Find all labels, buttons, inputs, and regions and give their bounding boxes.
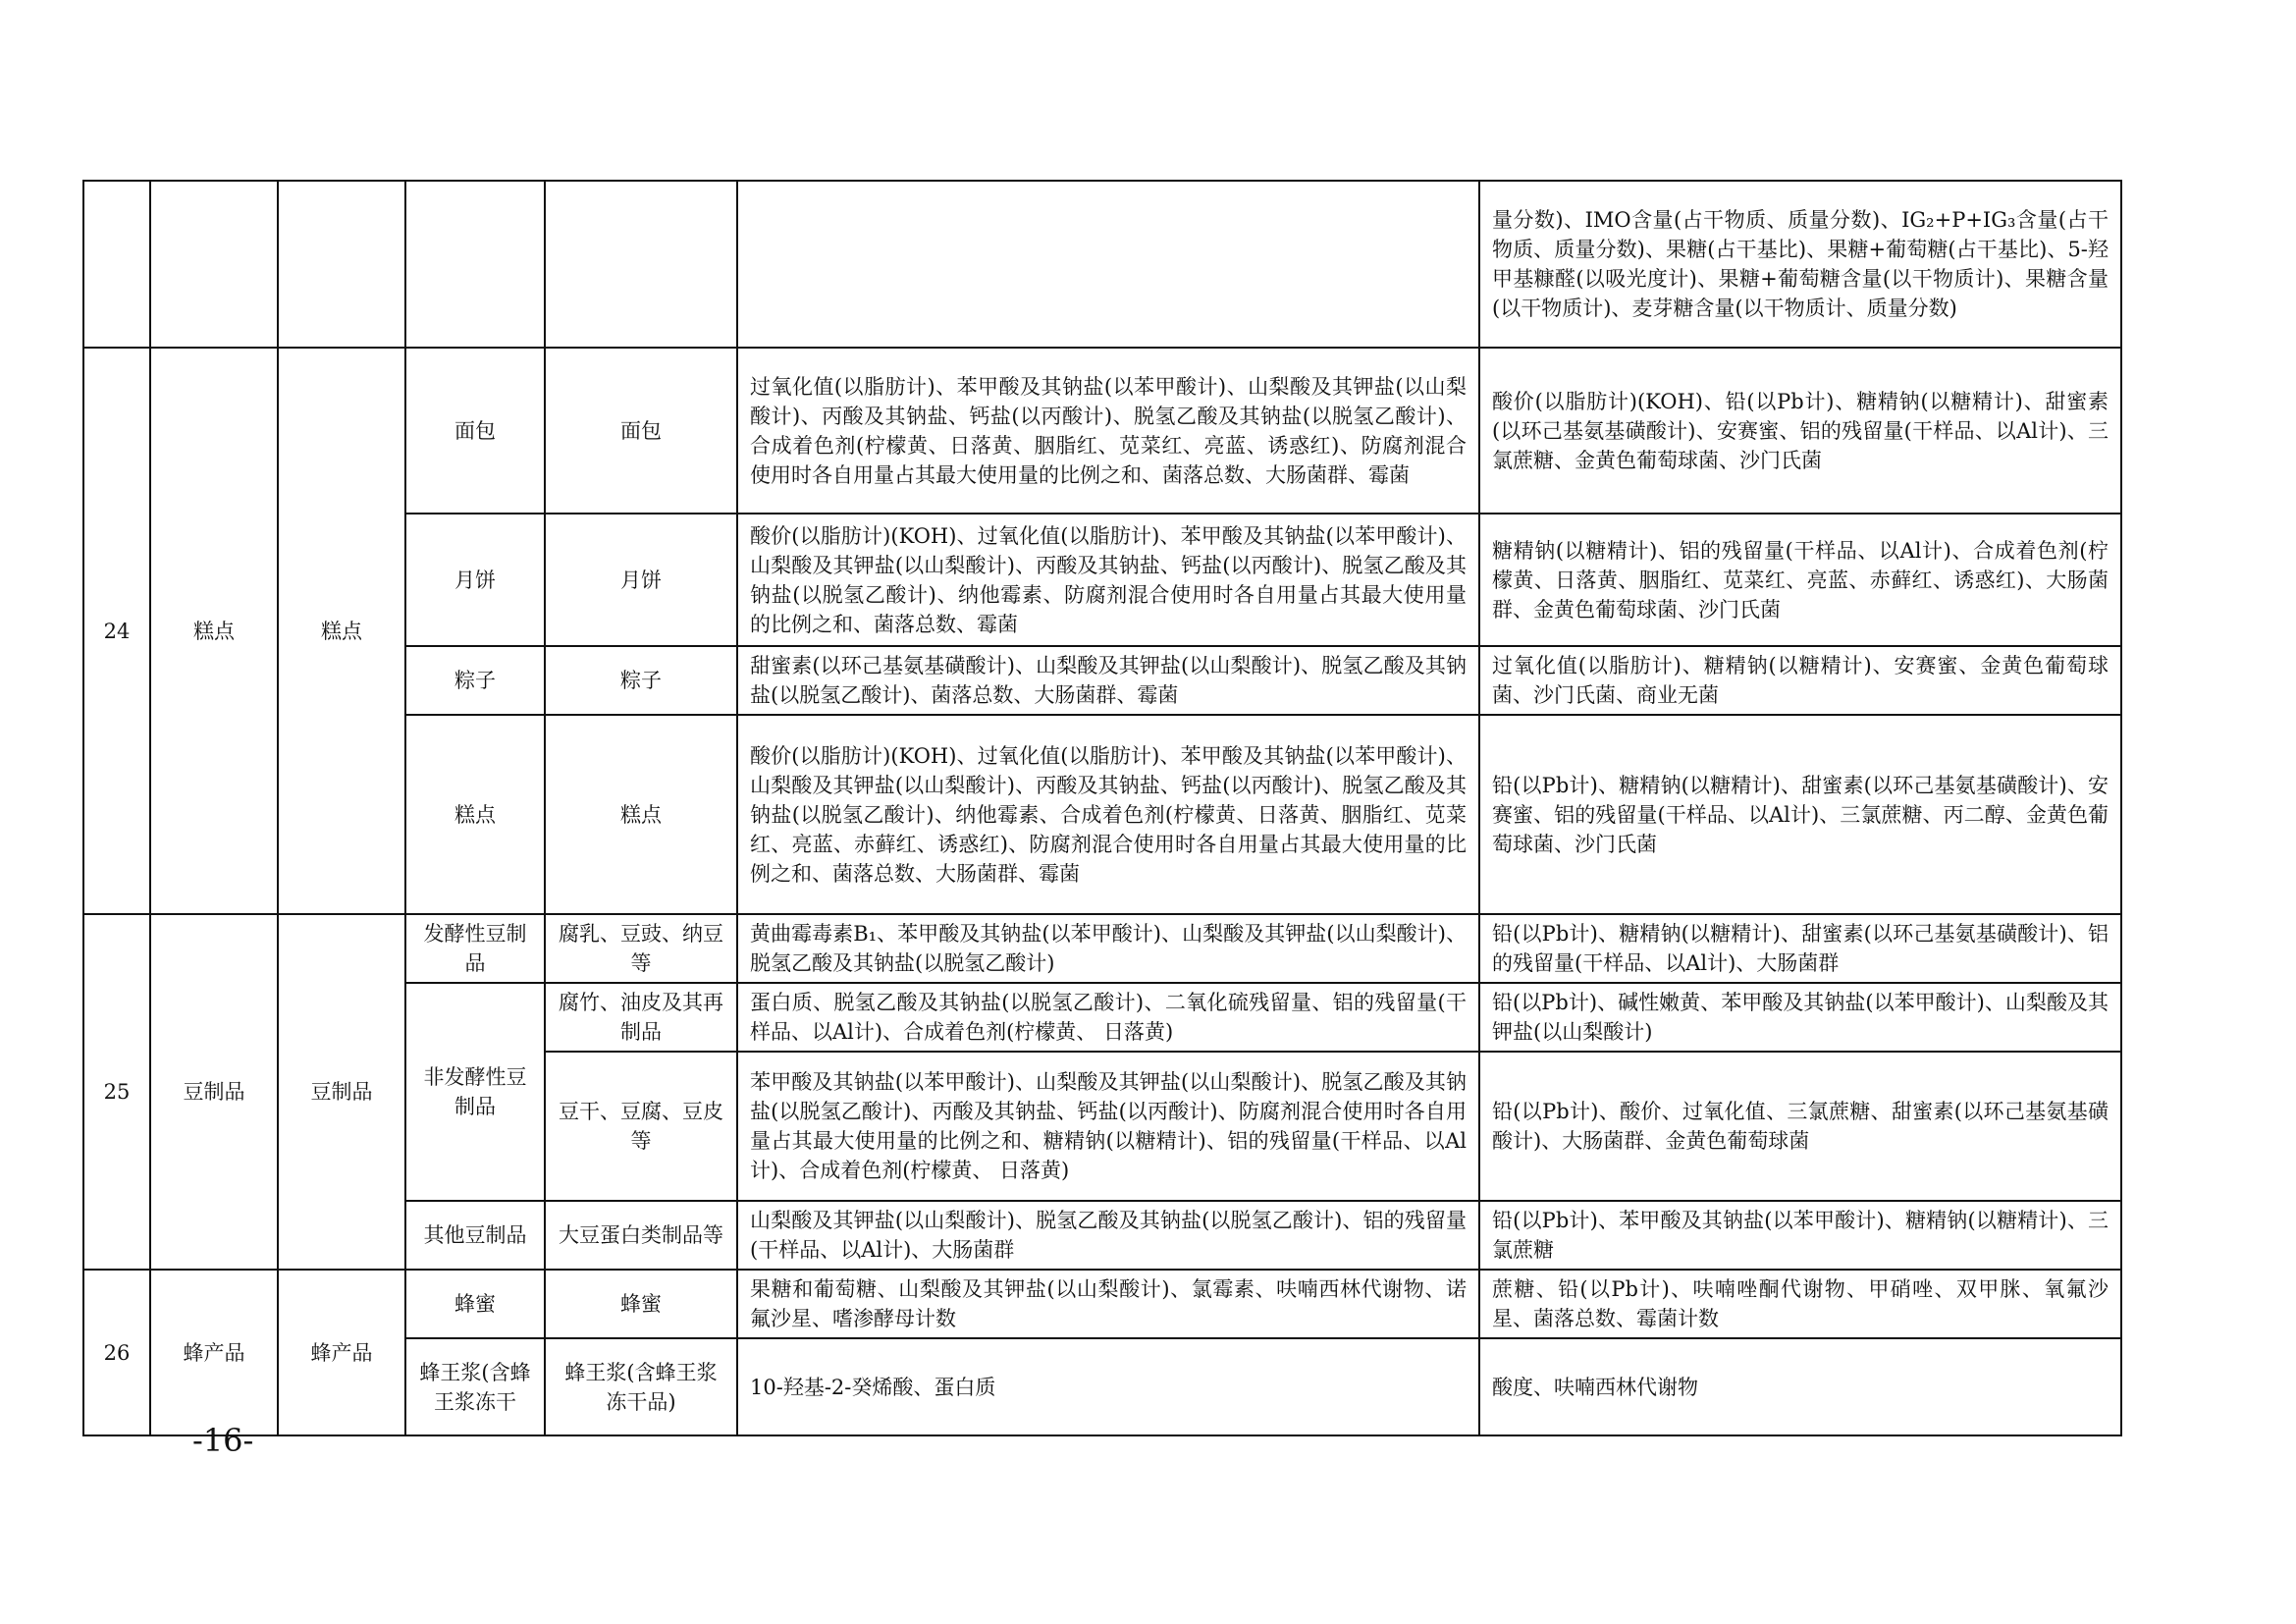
test-items-b: 量分数)、IMO含量(占干物质、质量分数)、IG₂+P+IG₃含量(占干物质、质量分数)、果糖(占干基比)、果糖+葡萄糖(占干基比)、5-羟甲基糠醛(以吸光度计)、果糖+葡萄糖含量(以干物质计)、果糖含量(以干物质计)、麦芽糖含量(以干物质计、质量分数) [1479, 181, 2121, 348]
food-inspection-table [82, 180, 2122, 1436]
category-level-1: 豆制品 [150, 914, 278, 1270]
test-items-a: 甜蜜素(以环己基氨基磺酸计)、山梨酸及其钾盐(以山梨酸计)、脱氢乙酸及其钠盐(以脱氢乙酸计)、菌落总数、大肠菌群、霉菌 [737, 646, 1479, 715]
page-number: -16- [192, 1422, 254, 1459]
table-cell [737, 181, 1479, 348]
category-level-4: 腐乳、豆豉、纳豆等 [545, 914, 737, 983]
row-number: 24 [83, 348, 150, 914]
category-level-1: 糕点 [150, 348, 278, 914]
test-items-a: 黄曲霉毒素B₁、苯甲酸及其钠盐(以苯甲酸计)、山梨酸及其钾盐(以山梨酸计)、脱氢乙酸及其钠盐(以脱氢乙酸计) [737, 914, 1479, 983]
table-cell [83, 181, 150, 348]
category-level-4: 蜂王浆(含蜂王浆冻干品) [545, 1338, 737, 1435]
table-cell [278, 181, 405, 348]
test-items-a: 酸价(以脂肪计)(KOH)、过氧化值(以脂肪计)、苯甲酸及其钠盐(以苯甲酸计)、山梨酸及其钾盐(以山梨酸计)、丙酸及其钠盐、钙盐(以丙酸计)、脱氢乙酸及其钠盐(以脱氢乙酸计)、纳他霉素、防腐剂混合使用时各自用量占其最大使用量的比例之和、菌落总数、霉菌 [737, 514, 1479, 646]
category-level-4: 豆干、豆腐、豆皮等 [545, 1052, 737, 1201]
test-items-a: 酸价(以脂肪计)(KOH)、过氧化值(以脂肪计)、苯甲酸及其钠盐(以苯甲酸计)、山梨酸及其钾盐(以山梨酸计)、丙酸及其钠盐、钙盐(以丙酸计)、脱氢乙酸及其钠盐(以脱氢乙酸计)、纳他霉素、合成着色剂(柠檬黄、日落黄、胭脂红、苋菜红、亮蓝、赤藓红、诱惑红)、防腐剂混合使用时各自用量占其最大使用量的比例之和、菌落总数、大肠菌群、霉菌 [737, 715, 1479, 914]
row-number: 26 [83, 1270, 150, 1435]
test-items-b: 酸价(以脂肪计)(KOH)、铅(以Pb计)、糖精钠(以糖精计)、甜蜜素(以环己基氨基磺酸计)、安赛蜜、铝的残留量(干样品、以Al计)、三氯蔗糖、金黄色葡萄球菌、沙门氏菌 [1479, 348, 2121, 514]
table-row [83, 181, 2121, 348]
test-items-b: 铅(以Pb计)、苯甲酸及其钠盐(以苯甲酸计)、糖精钠(以糖精计)、三氯蔗糖 [1479, 1201, 2121, 1270]
category-level-4: 糕点 [545, 715, 737, 914]
test-items-b: 铅(以Pb计)、酸价、过氧化值、三氯蔗糖、甜蜜素(以环己基氨基磺酸计)、大肠菌群、金黄色葡萄球菌 [1479, 1052, 2121, 1201]
row-number: 25 [83, 914, 150, 1270]
category-level-3: 粽子 [405, 646, 545, 715]
test-items-b: 酸度、呋喃西林代谢物 [1479, 1338, 2121, 1435]
category-level-4: 腐竹、油皮及其再制品 [545, 983, 737, 1052]
category-level-3: 月饼 [405, 514, 545, 646]
test-items-a: 过氧化值(以脂肪计)、苯甲酸及其钠盐(以苯甲酸计)、山梨酸及其钾盐(以山梨酸计)、丙酸及其钠盐、钙盐(以丙酸计)、脱氢乙酸及其钠盐(以脱氢乙酸计)、合成着色剂(柠檬黄、日落黄、胭脂红、苋菜红、亮蓝、诱惑红)、防腐剂混合使用时各自用量占其最大使用量的比例之和、菌落总数、大肠菌群、霉菌 [737, 348, 1479, 514]
category-level-3: 其他豆制品 [405, 1201, 545, 1270]
category-level-3: 糕点 [405, 715, 545, 914]
table-row [83, 348, 2121, 514]
test-items-b: 过氧化值(以脂肪计)、糖精钠(以糖精计)、安赛蜜、金黄色葡萄球菌、沙门氏菌、商业无菌 [1479, 646, 2121, 715]
category-level-4: 蜂蜜 [545, 1270, 737, 1338]
test-items-a: 苯甲酸及其钠盐(以苯甲酸计)、山梨酸及其钾盐(以山梨酸计)、脱氢乙酸及其钠盐(以脱氢乙酸计)、丙酸及其钠盐、钙盐(以丙酸计)、防腐剂混合使用时各自用量占其最大使用量的比例之和、糖精钠(以糖精计)、铝的残留量(干样品、以Al计)、合成着色剂(柠檬黄、 日落黄) [737, 1052, 1479, 1201]
category-level-4: 月饼 [545, 514, 737, 646]
table-cell [150, 181, 278, 348]
test-items-a: 10-羟基-2-癸烯酸、蛋白质 [737, 1338, 1479, 1435]
category-level-3: 蜂王浆(含蜂王浆冻干 [405, 1338, 545, 1435]
category-level-2: 豆制品 [278, 914, 405, 1270]
category-level-4: 粽子 [545, 646, 737, 715]
table-cell [545, 181, 737, 348]
test-items-b: 铅(以Pb计)、糖精钠(以糖精计)、甜蜜素(以环己基氨基磺酸计)、铝的残留量(干样品、以Al计)、大肠菌群 [1479, 914, 2121, 983]
category-level-2: 糕点 [278, 348, 405, 914]
table-row [83, 1270, 2121, 1338]
test-items-b: 蔗糖、铅(以Pb计)、呋喃唑酮代谢物、甲硝唑、双甲脒、氧氟沙星、菌落总数、霉菌计数 [1479, 1270, 2121, 1338]
test-items-b: 糖精钠(以糖精计)、铝的残留量(干样品、以Al计)、合成着色剂(柠檬黄、日落黄、胭脂红、苋菜红、亮蓝、赤藓红、诱惑红)、大肠菌群、金黄色葡萄球菌、沙门氏菌 [1479, 514, 2121, 646]
table-row [83, 914, 2121, 983]
test-items-a: 蛋白质、脱氢乙酸及其钠盐(以脱氢乙酸计)、二氧化硫残留量、铝的残留量(干样品、以Al计)、合成着色剂(柠檬黄、 日落黄) [737, 983, 1479, 1052]
category-level-3: 发酵性豆制品 [405, 914, 545, 983]
test-items-b: 铅(以Pb计)、碱性嫩黄、苯甲酸及其钠盐(以苯甲酸计)、山梨酸及其钾盐(以山梨酸计) [1479, 983, 2121, 1052]
table-cell [405, 181, 545, 348]
test-items-a: 山梨酸及其钾盐(以山梨酸计)、脱氢乙酸及其钠盐(以脱氢乙酸计)、铝的残留量(干样品、以Al计)、大肠菌群 [737, 1201, 1479, 1270]
category-level-3: 面包 [405, 348, 545, 514]
test-items-a: 果糖和葡萄糖、山梨酸及其钾盐(以山梨酸计)、氯霉素、呋喃西林代谢物、诺氟沙星、嗜渗酵母计数 [737, 1270, 1479, 1338]
category-level-4: 面包 [545, 348, 737, 514]
category-level-3: 非发酵性豆制品 [405, 983, 545, 1201]
category-level-3: 蜂蜜 [405, 1270, 545, 1338]
category-level-1: 蜂产品 [150, 1270, 278, 1435]
category-level-4: 大豆蛋白类制品等 [545, 1201, 737, 1270]
category-level-2: 蜂产品 [278, 1270, 405, 1435]
test-items-b: 铅(以Pb计)、糖精钠(以糖精计)、甜蜜素(以环己基氨基磺酸计)、安赛蜜、铝的残留量(干样品、以Al计)、三氯蔗糖、丙二醇、金黄色葡萄球菌、沙门氏菌 [1479, 715, 2121, 914]
